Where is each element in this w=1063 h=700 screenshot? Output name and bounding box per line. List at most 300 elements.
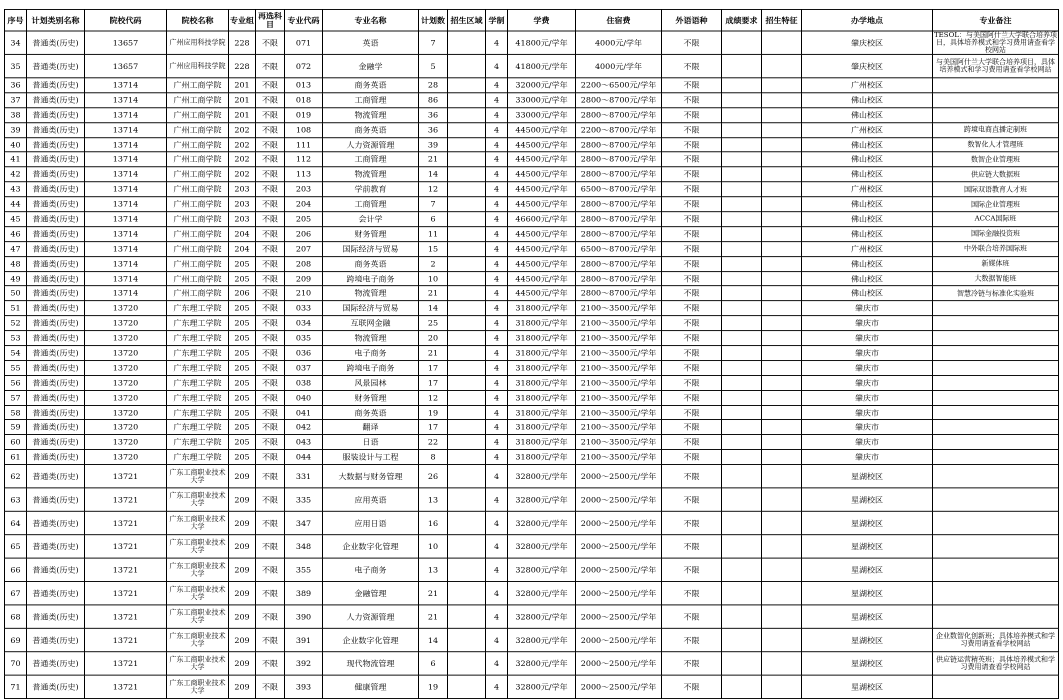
- cell-enroll-feature: [762, 605, 802, 628]
- header-tuition: 学费: [508, 9, 576, 31]
- cell-plan-category: 普通类(历史): [27, 286, 85, 301]
- table-row: [5, 286, 1059, 301]
- table-row: [5, 582, 1059, 605]
- cell-seq: 39: [5, 122, 27, 137]
- cell-elective-subject: 不限: [256, 167, 285, 182]
- cell-major-note: [933, 375, 1059, 390]
- cell-tuition: 31800元/学年: [508, 360, 576, 375]
- cell-plan-category: 普通类(历史): [27, 535, 85, 558]
- cell-campus: 佛山校区: [802, 227, 933, 242]
- cell-school-name: 广州工商学院: [167, 108, 229, 123]
- cell-enroll-feature: [762, 582, 802, 605]
- cell-school-name: 广州工商学院: [167, 197, 229, 212]
- table-row: [5, 256, 1059, 271]
- cell-enroll-region: [448, 450, 486, 465]
- cell-duration: 4: [486, 375, 508, 390]
- cell-campus: 肇庆市: [802, 301, 933, 316]
- cell-major-name: 商务英语: [323, 256, 419, 271]
- cell-major-code: 207: [285, 241, 323, 256]
- cell-score-requirement: [722, 108, 762, 123]
- cell-seq: 53: [5, 331, 27, 346]
- cell-major-code: 347: [285, 511, 323, 534]
- cell-major-name: 工商管理: [323, 197, 419, 212]
- cell-major-group: 228: [229, 31, 256, 54]
- header-school-code: 院校代码: [85, 9, 167, 31]
- header-major-code: 专业代码: [285, 9, 323, 31]
- cell-score-requirement: [722, 675, 762, 698]
- cell-plan-count: 21: [419, 346, 448, 361]
- cell-plan-category: 普通类(历史): [27, 271, 85, 286]
- cell-seq: 70: [5, 652, 27, 675]
- cell-score-requirement: [722, 450, 762, 465]
- table-row: [5, 227, 1059, 242]
- cell-accommodation: 2100～3500元/学年: [576, 405, 662, 420]
- cell-campus: 佛山校区: [802, 197, 933, 212]
- cell-plan-count: 36: [419, 122, 448, 137]
- table-row: [5, 346, 1059, 361]
- cell-enroll-region: [448, 465, 486, 488]
- cell-elective-subject: 不限: [256, 535, 285, 558]
- cell-school-name: 广东工商职业技术大学: [167, 558, 229, 581]
- cell-school-code: 13714: [85, 286, 167, 301]
- cell-duration: 4: [486, 420, 508, 435]
- cell-tuition: 41800元/学年: [508, 31, 576, 54]
- cell-campus: 肇庆市: [802, 450, 933, 465]
- cell-enroll-feature: [762, 316, 802, 331]
- cell-score-requirement: [722, 420, 762, 435]
- table-row: [5, 390, 1059, 405]
- cell-foreign-language: 不限: [662, 271, 722, 286]
- cell-tuition: 32800元/学年: [508, 605, 576, 628]
- cell-plan-category: 普通类(历史): [27, 360, 85, 375]
- cell-elective-subject: 不限: [256, 54, 285, 77]
- cell-school-code: 13720: [85, 450, 167, 465]
- cell-duration: 4: [486, 212, 508, 227]
- cell-tuition: 46600元/学年: [508, 212, 576, 227]
- cell-tuition: 32800元/学年: [508, 488, 576, 511]
- cell-enroll-region: [448, 167, 486, 182]
- cell-elective-subject: 不限: [256, 375, 285, 390]
- cell-seq: 69: [5, 628, 27, 651]
- cell-elective-subject: 不限: [256, 31, 285, 54]
- cell-elective-subject: 不限: [256, 465, 285, 488]
- cell-plan-category: 普通类(历史): [27, 420, 85, 435]
- cell-major-note: [933, 405, 1059, 420]
- cell-enroll-feature: [762, 137, 802, 152]
- cell-enroll-feature: [762, 241, 802, 256]
- cell-major-note: 与美国阿什兰大学联合培养项目，具体培养模式和学习费用请查看学校网站: [933, 54, 1059, 77]
- cell-accommodation: 2200～8700元/学年: [576, 122, 662, 137]
- cell-major-code: 108: [285, 122, 323, 137]
- cell-seq: 66: [5, 558, 27, 581]
- cell-plan-count: 21: [419, 582, 448, 605]
- cell-major-group: 209: [229, 511, 256, 534]
- cell-enroll-region: [448, 301, 486, 316]
- cell-school-name: 广东理工学院: [167, 316, 229, 331]
- cell-major-note: 供应链大数据班: [933, 167, 1059, 182]
- cell-school-name: 广州工商学院: [167, 122, 229, 137]
- cell-seq: 38: [5, 108, 27, 123]
- cell-foreign-language: 不限: [662, 78, 722, 93]
- cell-school-code: 13714: [85, 227, 167, 242]
- cell-score-requirement: [722, 360, 762, 375]
- cell-tuition: 44500元/学年: [508, 286, 576, 301]
- cell-campus: 佛山校区: [802, 152, 933, 167]
- cell-major-note: [933, 93, 1059, 108]
- cell-score-requirement: [722, 286, 762, 301]
- cell-elective-subject: 不限: [256, 605, 285, 628]
- cell-plan-category: 普通类(历史): [27, 301, 85, 316]
- cell-major-note: [933, 450, 1059, 465]
- cell-seq: 56: [5, 375, 27, 390]
- cell-duration: 4: [486, 652, 508, 675]
- cell-seq: 45: [5, 212, 27, 227]
- cell-foreign-language: 不限: [662, 197, 722, 212]
- cell-duration: 4: [486, 256, 508, 271]
- cell-major-group: 205: [229, 301, 256, 316]
- cell-seq: 62: [5, 465, 27, 488]
- cell-enroll-region: [448, 628, 486, 651]
- cell-major-note: 中外联合培养国际班: [933, 241, 1059, 256]
- cell-major-code: 391: [285, 628, 323, 651]
- cell-plan-count: 36: [419, 108, 448, 123]
- cell-duration: 4: [486, 167, 508, 182]
- cell-seq: 37: [5, 93, 27, 108]
- cell-enroll-feature: [762, 652, 802, 675]
- cell-major-group: 205: [229, 450, 256, 465]
- cell-enroll-feature: [762, 31, 802, 54]
- cell-major-code: 035: [285, 331, 323, 346]
- cell-score-requirement: [722, 435, 762, 450]
- cell-enroll-region: [448, 582, 486, 605]
- cell-major-note: [933, 511, 1059, 534]
- cell-score-requirement: [722, 271, 762, 286]
- cell-major-name: 人力资源管理: [323, 137, 419, 152]
- cell-enroll-region: [448, 316, 486, 331]
- cell-elective-subject: 不限: [256, 360, 285, 375]
- cell-elective-subject: 不限: [256, 78, 285, 93]
- cell-accommodation: 2800～8700元/学年: [576, 212, 662, 227]
- cell-school-code: 13720: [85, 405, 167, 420]
- cell-accommodation: 2000～2500元/学年: [576, 628, 662, 651]
- cell-school-code: 13721: [85, 488, 167, 511]
- cell-plan-count: 13: [419, 558, 448, 581]
- cell-duration: 4: [486, 54, 508, 77]
- cell-elective-subject: 不限: [256, 137, 285, 152]
- cell-duration: 4: [486, 271, 508, 286]
- cell-score-requirement: [722, 256, 762, 271]
- cell-major-name: 物流管理: [323, 331, 419, 346]
- cell-duration: 4: [486, 93, 508, 108]
- cell-major-group: 201: [229, 108, 256, 123]
- cell-major-code: 210: [285, 286, 323, 301]
- cell-major-note: 国际双语教育人才班: [933, 182, 1059, 197]
- cell-school-name: 广州工商学院: [167, 167, 229, 182]
- cell-campus: 肇庆市: [802, 346, 933, 361]
- cell-enroll-feature: [762, 167, 802, 182]
- cell-major-group: 209: [229, 558, 256, 581]
- cell-major-name: 互联网金融: [323, 316, 419, 331]
- cell-tuition: 31800元/学年: [508, 346, 576, 361]
- cell-elective-subject: 不限: [256, 675, 285, 698]
- cell-major-name: 风景园林: [323, 375, 419, 390]
- cell-score-requirement: [722, 78, 762, 93]
- cell-elective-subject: 不限: [256, 122, 285, 137]
- cell-major-code: 205: [285, 212, 323, 227]
- header-major-note: 专业备注: [933, 9, 1059, 31]
- cell-foreign-language: 不限: [662, 212, 722, 227]
- table-row: [5, 652, 1059, 675]
- header-enroll-region: 招生区域: [448, 9, 486, 31]
- cell-seq: 48: [5, 256, 27, 271]
- cell-elective-subject: 不限: [256, 301, 285, 316]
- cell-major-note: 国际企业管理班: [933, 197, 1059, 212]
- cell-campus: 肇庆市: [802, 375, 933, 390]
- cell-score-requirement: [722, 511, 762, 534]
- admission-plan-table: [4, 9, 1059, 699]
- cell-enroll-region: [448, 152, 486, 167]
- cell-major-code: 348: [285, 535, 323, 558]
- cell-major-name: 国际经济与贸易: [323, 301, 419, 316]
- cell-duration: 4: [486, 450, 508, 465]
- cell-foreign-language: 不限: [662, 152, 722, 167]
- cell-school-code: 13714: [85, 137, 167, 152]
- cell-school-name: 广州工商学院: [167, 212, 229, 227]
- cell-plan-count: 17: [419, 375, 448, 390]
- cell-major-note: 供应链运营精英班；具体培养模式和学习费用请查看学校网站: [933, 652, 1059, 675]
- cell-enroll-feature: [762, 122, 802, 137]
- cell-major-group: 206: [229, 286, 256, 301]
- cell-tuition: 44500元/学年: [508, 122, 576, 137]
- cell-enroll-feature: [762, 182, 802, 197]
- cell-elective-subject: 不限: [256, 197, 285, 212]
- header-plan-category: 计划类别名称: [27, 9, 85, 31]
- cell-elective-subject: 不限: [256, 582, 285, 605]
- cell-major-group: 205: [229, 405, 256, 420]
- cell-elective-subject: 不限: [256, 316, 285, 331]
- cell-enroll-feature: [762, 346, 802, 361]
- cell-major-code: 203: [285, 182, 323, 197]
- cell-school-code: 13714: [85, 78, 167, 93]
- cell-elective-subject: 不限: [256, 652, 285, 675]
- cell-plan-category: 普通类(历史): [27, 628, 85, 651]
- cell-foreign-language: 不限: [662, 331, 722, 346]
- cell-enroll-feature: [762, 558, 802, 581]
- cell-school-code: 13714: [85, 256, 167, 271]
- cell-major-code: 018: [285, 93, 323, 108]
- cell-campus: 佛山校区: [802, 256, 933, 271]
- cell-plan-category: 普通类(历史): [27, 582, 85, 605]
- cell-major-group: 201: [229, 93, 256, 108]
- cell-tuition: 44500元/学年: [508, 152, 576, 167]
- cell-duration: 4: [486, 316, 508, 331]
- cell-campus: 星湖校区: [802, 605, 933, 628]
- cell-enroll-feature: [762, 420, 802, 435]
- cell-foreign-language: 不限: [662, 301, 722, 316]
- cell-major-name: 工商管理: [323, 93, 419, 108]
- table-row: [5, 435, 1059, 450]
- cell-plan-count: 86: [419, 93, 448, 108]
- cell-school-code: 13714: [85, 271, 167, 286]
- table-row: [5, 511, 1059, 534]
- cell-major-name: 企业数字化管理: [323, 535, 419, 558]
- cell-enroll-feature: [762, 227, 802, 242]
- cell-major-code: 392: [285, 652, 323, 675]
- cell-school-name: 广东理工学院: [167, 435, 229, 450]
- cell-duration: 4: [486, 628, 508, 651]
- table-row: [5, 241, 1059, 256]
- cell-seq: 40: [5, 137, 27, 152]
- cell-duration: 4: [486, 331, 508, 346]
- table-row: [5, 605, 1059, 628]
- cell-school-code: 13720: [85, 435, 167, 450]
- cell-seq: 34: [5, 31, 27, 54]
- cell-major-code: 209: [285, 271, 323, 286]
- cell-foreign-language: 不限: [662, 652, 722, 675]
- cell-major-note: [933, 108, 1059, 123]
- cell-accommodation: 6500～8700元/学年: [576, 241, 662, 256]
- cell-major-group: 202: [229, 122, 256, 137]
- cell-accommodation: 2800～8700元/学年: [576, 167, 662, 182]
- cell-enroll-region: [448, 93, 486, 108]
- cell-duration: 4: [486, 488, 508, 511]
- cell-major-code: 042: [285, 420, 323, 435]
- cell-elective-subject: 不限: [256, 558, 285, 581]
- cell-major-note: 智慧冷链与标准化实验班: [933, 286, 1059, 301]
- cell-school-name: 广东工商职业技术大学: [167, 605, 229, 628]
- cell-duration: 4: [486, 465, 508, 488]
- cell-accommodation: 2100～3500元/学年: [576, 450, 662, 465]
- cell-major-name: 工商管理: [323, 152, 419, 167]
- cell-plan-count: 2: [419, 256, 448, 271]
- cell-duration: 4: [486, 582, 508, 605]
- cell-foreign-language: 不限: [662, 420, 722, 435]
- cell-enroll-feature: [762, 256, 802, 271]
- table-row: [5, 271, 1059, 286]
- cell-school-name: 广州工商学院: [167, 256, 229, 271]
- cell-school-name: 广州工商学院: [167, 152, 229, 167]
- cell-major-name: 商务英语: [323, 78, 419, 93]
- cell-school-code: 13714: [85, 241, 167, 256]
- cell-elective-subject: 不限: [256, 405, 285, 420]
- cell-score-requirement: [722, 182, 762, 197]
- cell-seq: 42: [5, 167, 27, 182]
- cell-major-code: 013: [285, 78, 323, 93]
- table-row: [5, 465, 1059, 488]
- cell-school-code: 13721: [85, 605, 167, 628]
- cell-plan-count: 10: [419, 271, 448, 286]
- cell-major-code: 111: [285, 137, 323, 152]
- cell-major-group: 205: [229, 420, 256, 435]
- cell-duration: 4: [486, 346, 508, 361]
- cell-seq: 67: [5, 582, 27, 605]
- cell-score-requirement: [722, 227, 762, 242]
- cell-campus: 肇庆市: [802, 420, 933, 435]
- cell-enroll-feature: [762, 54, 802, 77]
- table-row: [5, 54, 1059, 77]
- cell-accommodation: 2200～6500元/学年: [576, 78, 662, 93]
- cell-foreign-language: 不限: [662, 93, 722, 108]
- cell-major-group: 203: [229, 182, 256, 197]
- cell-plan-category: 普通类(历史): [27, 331, 85, 346]
- cell-duration: 4: [486, 182, 508, 197]
- cell-school-name: 广东工商职业技术大学: [167, 652, 229, 675]
- cell-major-group: 209: [229, 605, 256, 628]
- cell-plan-count: 20: [419, 331, 448, 346]
- cell-campus: 肇庆市: [802, 405, 933, 420]
- cell-enroll-region: [448, 31, 486, 54]
- cell-campus: 肇庆校区: [802, 31, 933, 54]
- cell-seq: 59: [5, 420, 27, 435]
- cell-school-name: 广东理工学院: [167, 346, 229, 361]
- cell-accommodation: 2100～3500元/学年: [576, 346, 662, 361]
- cell-major-name: 商务英语: [323, 405, 419, 420]
- cell-foreign-language: 不限: [662, 675, 722, 698]
- cell-tuition: 44500元/学年: [508, 227, 576, 242]
- cell-campus: 佛山校区: [802, 108, 933, 123]
- cell-school-code: 13720: [85, 360, 167, 375]
- cell-school-code: 13657: [85, 31, 167, 54]
- table-row: [5, 93, 1059, 108]
- cell-major-note: [933, 675, 1059, 698]
- cell-school-name: 广东工商职业技术大学: [167, 465, 229, 488]
- cell-score-requirement: [722, 241, 762, 256]
- cell-foreign-language: 不限: [662, 286, 722, 301]
- cell-enroll-feature: [762, 93, 802, 108]
- cell-elective-subject: 不限: [256, 152, 285, 167]
- cell-major-code: 393: [285, 675, 323, 698]
- cell-major-note: [933, 605, 1059, 628]
- cell-school-name: 广东工商职业技术大学: [167, 488, 229, 511]
- cell-tuition: 41800元/学年: [508, 54, 576, 77]
- cell-school-name: 广东理工学院: [167, 301, 229, 316]
- cell-plan-category: 普通类(历史): [27, 78, 85, 93]
- cell-enroll-feature: [762, 331, 802, 346]
- cell-major-name: 商务英语: [323, 122, 419, 137]
- table-row: [5, 301, 1059, 316]
- cell-major-group: 209: [229, 535, 256, 558]
- cell-school-name: 广东理工学院: [167, 375, 229, 390]
- cell-major-note: 大数据智能班: [933, 271, 1059, 286]
- cell-duration: 4: [486, 152, 508, 167]
- cell-duration: 4: [486, 227, 508, 242]
- cell-major-group: 202: [229, 167, 256, 182]
- cell-campus: 肇庆市: [802, 331, 933, 346]
- cell-school-code: 13720: [85, 420, 167, 435]
- cell-campus: 星湖校区: [802, 488, 933, 511]
- cell-school-code: 13714: [85, 152, 167, 167]
- cell-accommodation: 2100～3500元/学年: [576, 375, 662, 390]
- cell-duration: 4: [486, 360, 508, 375]
- cell-major-name: 物流管理: [323, 167, 419, 182]
- cell-tuition: 32800元/学年: [508, 582, 576, 605]
- cell-enroll-region: [448, 137, 486, 152]
- cell-foreign-language: 不限: [662, 316, 722, 331]
- cell-accommodation: 2000～2500元/学年: [576, 675, 662, 698]
- cell-plan-count: 22: [419, 435, 448, 450]
- cell-plan-count: 15: [419, 241, 448, 256]
- cell-plan-count: 16: [419, 511, 448, 534]
- cell-plan-count: 21: [419, 152, 448, 167]
- cell-major-name: 跨境电子商务: [323, 271, 419, 286]
- cell-major-note: [933, 488, 1059, 511]
- cell-major-code: 331: [285, 465, 323, 488]
- table-row: [5, 152, 1059, 167]
- cell-school-code: 13720: [85, 346, 167, 361]
- cell-accommodation: 2800～8700元/学年: [576, 256, 662, 271]
- cell-seq: 36: [5, 78, 27, 93]
- cell-score-requirement: [722, 652, 762, 675]
